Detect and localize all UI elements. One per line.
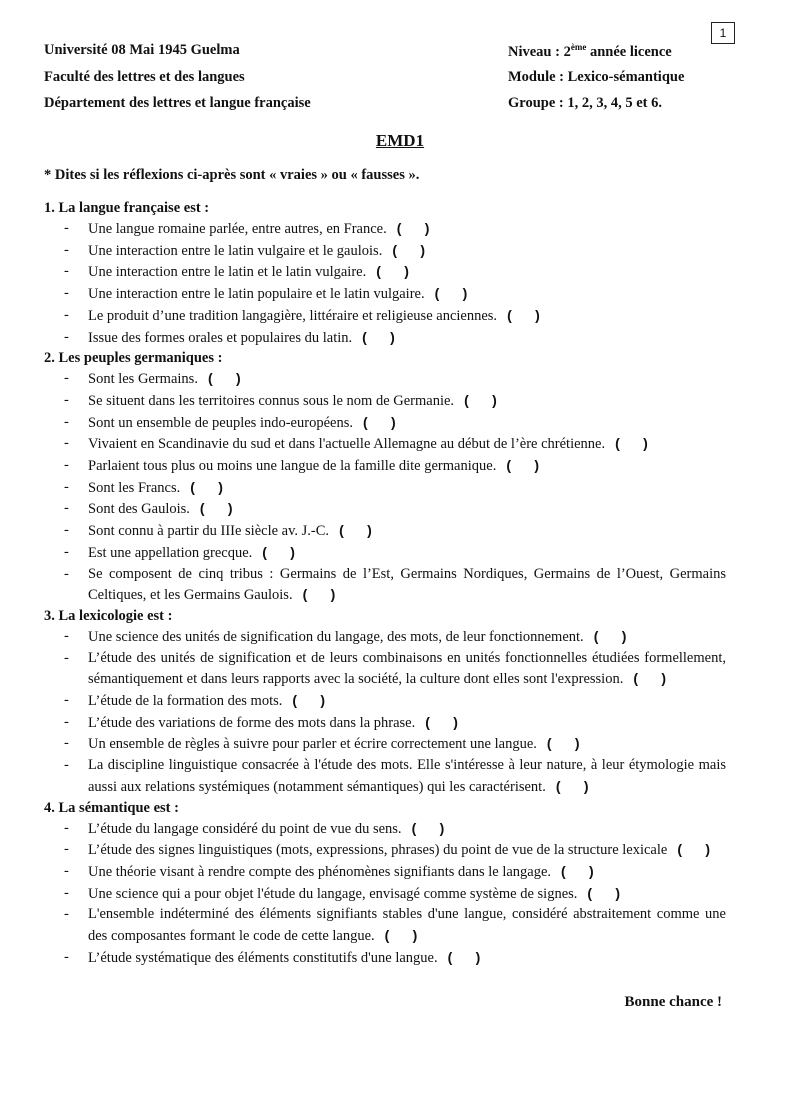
list-dash: - bbox=[64, 649, 69, 666]
level-sup: ème bbox=[570, 42, 587, 52]
module-label: Module : Lexico-sémantique bbox=[508, 69, 685, 85]
level-label bbox=[508, 42, 672, 61]
list-dash: - bbox=[64, 713, 69, 730]
answer-bracket[interactable]: ( ) bbox=[633, 670, 666, 687]
answer-bracket[interactable]: ( ) bbox=[362, 328, 395, 345]
statement-text: Une interaction entre le latin vulgaire et le gaulois. bbox=[88, 242, 383, 259]
statement-item bbox=[0, 733, 800, 755]
answer-bracket[interactable]: ( ) bbox=[262, 543, 295, 560]
statement-item bbox=[0, 712, 800, 734]
list-dash: - bbox=[64, 565, 69, 582]
list-dash: - bbox=[64, 627, 69, 644]
statement-text: Sont un ensemble de peuples indo-européens. bbox=[88, 414, 353, 431]
answer-bracket[interactable]: ( ) bbox=[434, 285, 468, 302]
statement-text: L’étude des unités de signification et de leurs combinaisons en unités fonctionnelles étudiées formellement, sémantiquement et dans leurs rapports avec la société, la culture dont elles sont l'expression. bbox=[88, 649, 726, 688]
statement-text: Une interaction entre le latin et le latin vulgaire. bbox=[88, 264, 367, 281]
statement-item bbox=[0, 904, 800, 946]
statement-item bbox=[0, 240, 800, 262]
statement-list bbox=[0, 626, 800, 798]
statement-item bbox=[0, 218, 800, 240]
list-dash: - bbox=[64, 862, 69, 879]
statement-item bbox=[0, 477, 800, 499]
answer-bracket[interactable]: ( ) bbox=[546, 735, 580, 752]
section bbox=[0, 348, 800, 606]
statement-item bbox=[0, 305, 800, 327]
statement-text: Sont les Francs. bbox=[88, 479, 181, 496]
statement-text: Se composent de cinq tribus : Germains de l’Est, Germains Nordiques, Germains de l’Ouest, Germains Celtiques, et les Germains Gaulois. bbox=[88, 565, 726, 604]
answer-bracket[interactable]: ( ) bbox=[190, 478, 223, 495]
list-dash: - bbox=[64, 735, 69, 752]
answer-bracket[interactable]: ( ) bbox=[555, 777, 589, 794]
answer-bracket[interactable]: ( ) bbox=[339, 522, 372, 539]
list-dash: - bbox=[64, 306, 69, 323]
list-dash: - bbox=[64, 285, 69, 302]
instruction-text: * Dites si les réflexions ci-après sont « vraies » ou « fausses ». bbox=[44, 167, 420, 183]
statement-text: L’étude du langage considéré du point de vue du sens. bbox=[88, 820, 402, 837]
answer-bracket[interactable]: ( ) bbox=[199, 500, 233, 517]
list-dash: - bbox=[64, 263, 69, 280]
statement-text: Une théorie visant à rendre compte des phénomènes signifiants dans le langage. bbox=[88, 863, 552, 880]
answer-bracket[interactable]: ( ) bbox=[207, 370, 241, 387]
statement-text: Une interaction entre le latin populaire et le latin vulgaire. bbox=[88, 286, 425, 303]
statement-text: L’étude des variations de forme des mots dans la phrase. bbox=[88, 714, 416, 731]
statement-item bbox=[0, 542, 800, 564]
list-dash: - bbox=[64, 457, 69, 474]
answer-bracket[interactable]: ( ) bbox=[506, 457, 539, 474]
section bbox=[0, 198, 800, 348]
list-dash: - bbox=[64, 948, 69, 965]
statement-item bbox=[0, 648, 800, 690]
statement-text: Sont des Gaulois. bbox=[88, 501, 190, 518]
statement-item bbox=[0, 261, 800, 283]
statement-list bbox=[0, 818, 800, 969]
statement-item bbox=[0, 390, 800, 412]
statement-text: L’étude de la formation des mots. bbox=[88, 693, 283, 710]
answer-bracket[interactable]: ( ) bbox=[384, 927, 418, 944]
statement-item bbox=[0, 412, 800, 434]
list-dash: - bbox=[64, 241, 69, 258]
answer-bracket[interactable]: ( ) bbox=[507, 306, 540, 323]
answer-bracket[interactable]: ( ) bbox=[425, 713, 458, 730]
answer-bracket[interactable]: ( ) bbox=[396, 220, 430, 236]
statement-item bbox=[0, 755, 800, 797]
list-dash: - bbox=[64, 841, 69, 858]
statement-text: Est une appellation grecque. bbox=[88, 544, 253, 561]
statement-item bbox=[0, 520, 800, 542]
statement-text: L’étude des signes linguistiques (mots, expressions, phrases) du point de vue de la structure lexicale bbox=[88, 842, 668, 859]
section bbox=[0, 798, 800, 969]
statement-text: Se situent dans les territoires connus sous le nom de Germanie. bbox=[88, 392, 455, 409]
section-title: 2. Les peuples germaniques : bbox=[44, 350, 223, 367]
list-dash: - bbox=[64, 328, 69, 345]
statement-text: La discipline linguistique consacrée à l'étude des mots. Elle s'intéresse à leur nature, à leur étymologie mais aussi aux relations systémiques (notamment sémantiques) qui les caractérisent. bbox=[88, 757, 726, 795]
faculty-name: Faculté des lettres et des langues bbox=[44, 69, 245, 85]
answer-bracket[interactable]: ( ) bbox=[302, 586, 336, 603]
statement-text: Une science des unités de signification du langage, des mots, de leur fonctionnement. bbox=[88, 628, 584, 645]
statement-item bbox=[0, 433, 800, 455]
answer-bracket[interactable]: ( ) bbox=[615, 435, 648, 452]
list-dash: - bbox=[64, 370, 69, 387]
answer-bracket[interactable]: ( ) bbox=[561, 862, 594, 879]
statement-item bbox=[0, 818, 800, 840]
section-title: 4. La sémantique est : bbox=[44, 799, 179, 816]
page-number-box: 1 bbox=[711, 22, 735, 44]
list-dash: - bbox=[64, 884, 69, 901]
section bbox=[0, 606, 800, 798]
list-dash: - bbox=[64, 819, 69, 836]
statement-text: Vivaient en Scandinavie du sud et dans l'actuelle Allemagne au début de l’ère chrétienne. bbox=[88, 436, 606, 453]
statement-list bbox=[0, 218, 800, 348]
level-prefix: Niveau : 2 bbox=[508, 43, 571, 60]
list-dash: - bbox=[64, 478, 69, 495]
university-name: Université 08 Mai 1945 Guelma bbox=[44, 42, 240, 58]
list-dash: - bbox=[64, 692, 69, 709]
statement-text: Un ensemble de règles à suivre pour parler et écrire correctement une langue. bbox=[88, 736, 537, 753]
answer-bracket[interactable]: ( ) bbox=[362, 413, 396, 430]
list-dash: - bbox=[64, 220, 69, 236]
section-title: 1. La langue française est : bbox=[44, 200, 210, 216]
list-dash: - bbox=[64, 435, 69, 452]
statement-item bbox=[0, 690, 800, 712]
question-sections bbox=[0, 198, 800, 969]
list-dash: - bbox=[64, 906, 69, 923]
statement-text: Une langue romaine parlée, entre autres, en France. bbox=[88, 221, 387, 237]
statement-item bbox=[0, 327, 800, 349]
statement-text: L’étude systématique des éléments constitutifs d'une langue. bbox=[88, 949, 438, 966]
answer-bracket[interactable]: ( ) bbox=[677, 841, 711, 858]
statement-text: Une science qui a pour objet l'étude du langage, envisagé comme système de signes. bbox=[88, 885, 578, 902]
statement-list bbox=[0, 368, 800, 606]
statement-item bbox=[0, 883, 800, 905]
statement-item bbox=[0, 368, 800, 390]
answer-bracket[interactable]: ( ) bbox=[411, 819, 445, 836]
answer-bracket[interactable]: ( ) bbox=[593, 627, 627, 644]
statement-item bbox=[0, 564, 800, 606]
answer-bracket[interactable]: ( ) bbox=[376, 263, 409, 280]
section-title: 3. La lexicologie est : bbox=[44, 607, 173, 624]
closing-text: Bonne chance ! bbox=[624, 994, 722, 1010]
answer-bracket[interactable]: ( ) bbox=[292, 692, 326, 709]
answer-bracket[interactable]: ( ) bbox=[447, 948, 481, 965]
list-dash: - bbox=[64, 500, 69, 517]
exam-title: EMD1 bbox=[375, 131, 425, 150]
statement-text: Parlaient tous plus ou moins une langue de la famille dite germanique. bbox=[88, 458, 497, 475]
statement-text: Sont les Germains. bbox=[88, 371, 198, 388]
statement-item bbox=[0, 283, 800, 305]
answer-bracket[interactable]: ( ) bbox=[392, 241, 425, 258]
statement-text: Le produit d’une tradition langagière, littéraire et religieuse anciennes. bbox=[88, 307, 498, 324]
list-dash: - bbox=[64, 391, 69, 408]
statement-text: L'ensemble indéterminé des éléments signifiants stables d'une langue, considéré abstraitement comme une des composantes formant le code de cette langue. bbox=[88, 906, 726, 945]
statement-text: Issue des formes orales et populaires du latin. bbox=[88, 329, 353, 346]
groups-label: Groupe : 1, 2, 3, 4, 5 et 6. bbox=[508, 95, 662, 111]
answer-bracket[interactable]: ( ) bbox=[464, 391, 497, 408]
answer-bracket[interactable]: ( ) bbox=[587, 884, 621, 901]
statement-item bbox=[0, 839, 800, 861]
statement-item bbox=[0, 947, 800, 969]
list-dash: - bbox=[64, 522, 69, 539]
list-dash: - bbox=[64, 757, 69, 774]
statement-item bbox=[0, 455, 800, 477]
department-name: Département des lettres et langue française bbox=[44, 95, 311, 111]
list-dash: - bbox=[64, 543, 69, 560]
statement-item bbox=[0, 498, 800, 520]
statement-text: Sont connu à partir du IIIe siècle av. J.-C. bbox=[88, 523, 330, 540]
statement-item bbox=[0, 626, 800, 648]
level-suffix: année licence bbox=[586, 43, 672, 60]
list-dash: - bbox=[64, 413, 69, 430]
statement-item bbox=[0, 861, 800, 883]
